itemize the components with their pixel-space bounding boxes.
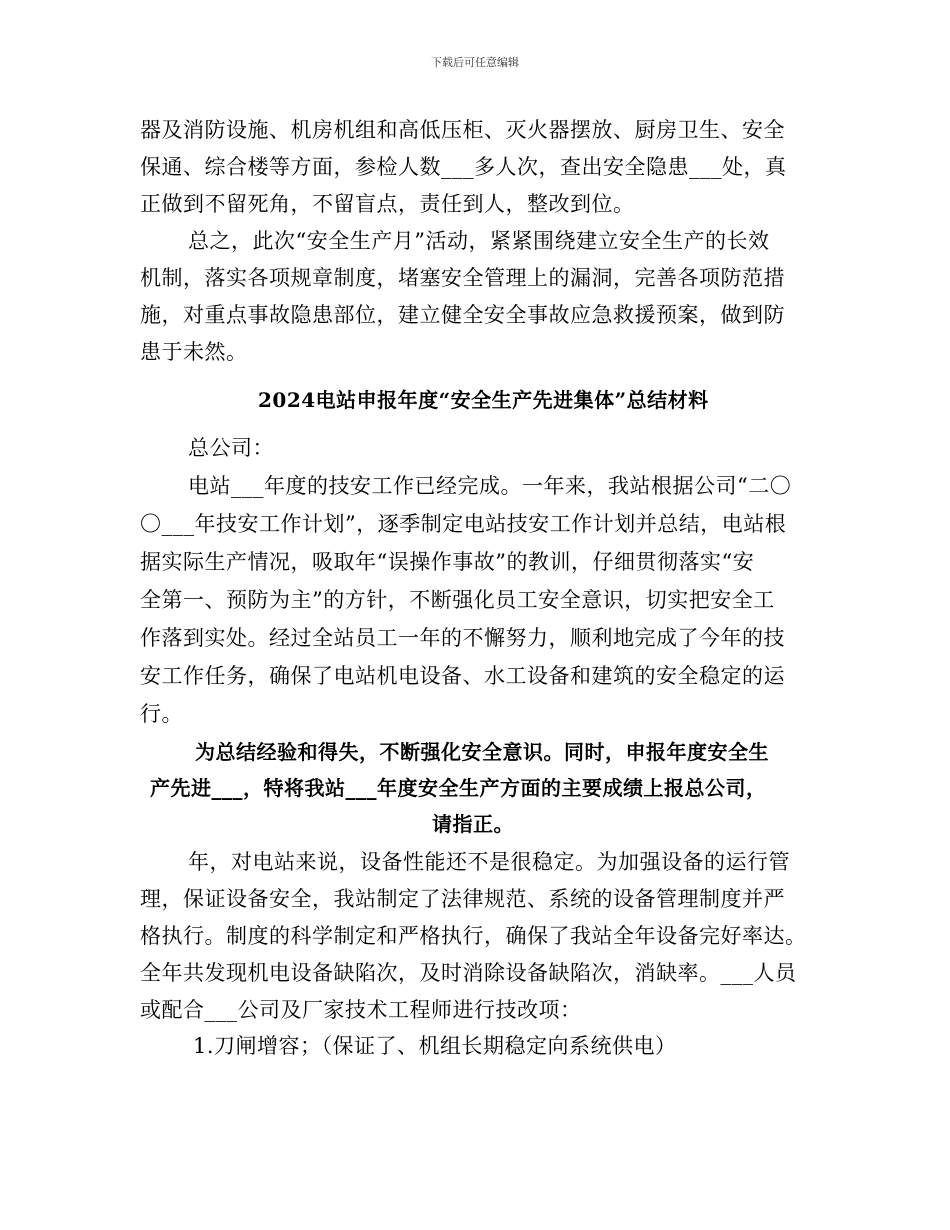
paragraph-line: 安工作任务，确保了电站机电设备、水工设备和建筑的安全稳定的运	[140, 664, 785, 688]
paragraph-line: 机制，落实各项规章制度，堵塞安全管理上的漏洞，完善各项防范措	[140, 266, 785, 290]
paragraph-line: 格执行。制度的科学制定和严格执行，确保了我站全年设备完好率达。	[140, 924, 807, 948]
bold-statement-line: 请指正。	[432, 812, 514, 836]
paragraph-line: 〇___年技安工作计划”，逐季制定电站技安工作计划并总结，电站根	[140, 512, 787, 536]
paragraph-line: 全第一、预防为主”的方针，不断强化员工安全意识，切实把安全工	[140, 588, 775, 612]
paragraph-line: 行。	[140, 702, 183, 726]
salutation: 总公司：	[188, 436, 274, 460]
paragraph-line: 保通、综合楼等方面，参检人数___多人次，查出安全隐患___处，真	[140, 155, 787, 179]
paragraph-line: 施，对重点事故隐患部位，建立健全安全事故应急救援预案，做到防	[140, 303, 785, 327]
page-header: 下载后可任意编辑	[431, 56, 519, 69]
bold-statement-line: 为总结经验和得失，不断强化安全意识。同时，申报年度安全生	[195, 740, 769, 764]
paragraph-line: 器及消防设施、机房机组和高低压柜、灭火器摆放、厨房卫生、安全	[140, 118, 785, 142]
list-item: 1.刀闸增容；（保证了、机组长期稳定向系统供电）	[193, 1034, 677, 1058]
paragraph-line: 或配合___公司及厂家技术工程师进行技改项：	[140, 998, 582, 1022]
bold-statement-line: 产先进___，特将我站___年度安全生产方面的主要成绩上报总公司，	[150, 776, 767, 800]
paragraph-line: 理，保证设备安全，我站制定了法律规范、系统的设备管理制度并严	[140, 887, 785, 911]
paragraph-line: 总之，此次“安全生产月”活动，紧紧围绕建立安全生产的长效	[188, 229, 770, 253]
paragraph-line: 患于未然。	[140, 340, 248, 364]
paragraph-line: 全年共发现机电设备缺陷次，及时消除设备缺陷次，消缺率。___人员	[140, 961, 797, 985]
paragraph-line: 据实际生产情况，吸取年“误操作事故”的教训，仔细贯彻落实“安	[140, 550, 755, 574]
paragraph-line: 作落到实处。经过全站员工一年的不懈努力，顺利地完成了今年的技	[140, 626, 785, 650]
paragraph-line: 年，对电站来说，设备性能还不是很稳定。为加强设备的运行管	[188, 850, 790, 874]
paragraph-line: 正做到不留死角，不留盲点，责任到人，整改到位。	[140, 192, 635, 216]
section-title: 2024电站申报年度“安全生产先进集体”总结材料	[258, 388, 709, 412]
paragraph-line: 电站___年度的技安工作已经完成。一年来，我站根据公司“二〇	[188, 474, 792, 498]
